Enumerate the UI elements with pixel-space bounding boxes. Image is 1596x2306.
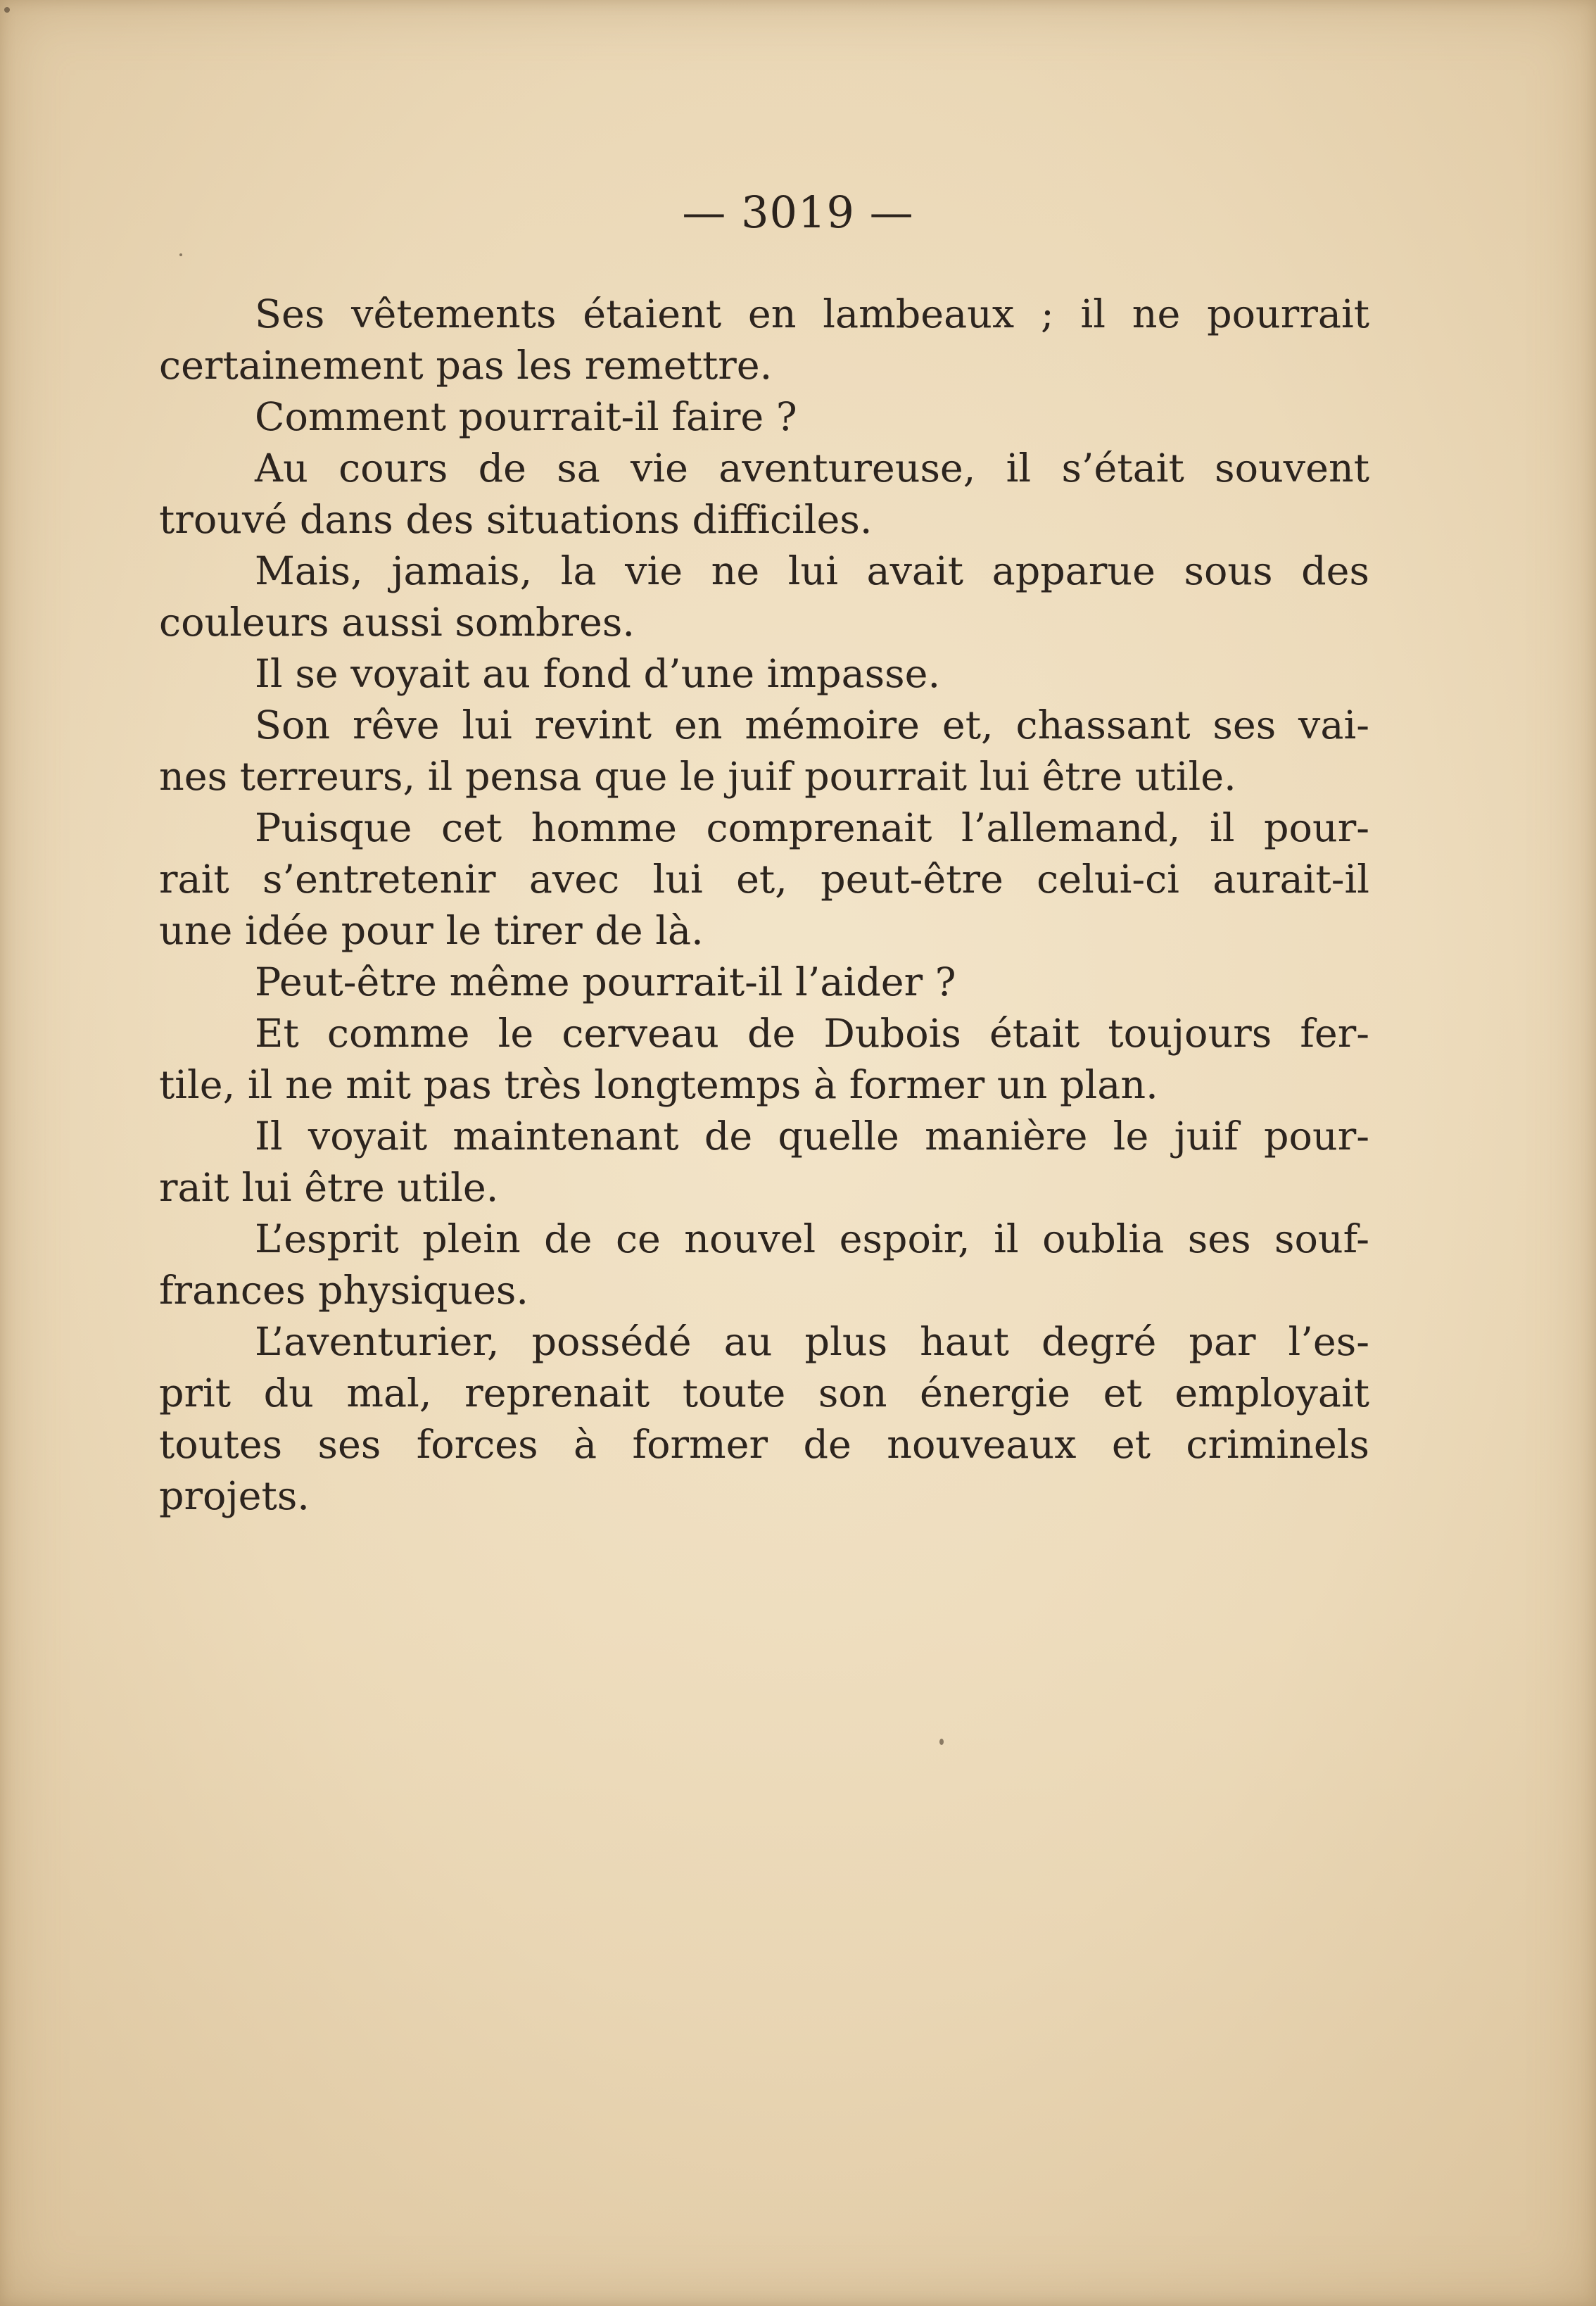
body-text	[159, 289, 1369, 1522]
text-line: prit du mal, reprenait toute son énergie et employait	[159, 1371, 1369, 1416]
text-line: frances physiques.	[159, 1268, 529, 1313]
text-line: certainement pas les remettre.	[159, 343, 773, 389]
text-line: trouvé dans des situations difficiles.	[159, 497, 873, 543]
text-line: Mais, jamais, la vie ne lui avait apparue sous des	[255, 548, 1369, 594]
paper-speck	[4, 7, 10, 13]
text-line: Et comme le cerveau de Dubois était toujours fer-	[255, 1011, 1369, 1057]
text-line: Il se voyait au fond d’une impasse.	[255, 651, 941, 697]
paper-speck	[939, 1739, 944, 1745]
text-line: toutes ses forces à former de nouveaux et criminels	[159, 1422, 1369, 1468]
text-line: Il voyait maintenant de quelle manière le juif pour-	[255, 1114, 1369, 1159]
text-line: rait s’entretenir avec lui et, peut-être celui-ci aurait-il	[159, 857, 1369, 902]
text-line: Peut-être même pourrait-il l’aider ?	[255, 959, 956, 1005]
text-line: couleurs aussi sombres.	[159, 600, 635, 645]
text-line: Au cours de sa vie aventureuse, il s’était souvent	[255, 446, 1369, 491]
text-line: rait lui être utile.	[159, 1165, 499, 1211]
text-line: Son rêve lui revint en mémoire et, chassant ses vai-	[255, 702, 1369, 748]
text-line: projets.	[159, 1473, 310, 1519]
text-line: L’esprit plein de ce nouvel espoir, il oublia ses souf-	[255, 1216, 1369, 1262]
page-number: — 3019 —	[682, 187, 914, 238]
text-line: tile, il ne mit pas très longtemps à former un plan.	[159, 1062, 1158, 1108]
text-line: une idée pour le tirer de là.	[159, 908, 704, 954]
text-line: Ses vêtements étaient en lambeaux ; il ne pourrait	[255, 291, 1369, 337]
paper-speck	[179, 253, 182, 256]
text-line: nes terreurs, il pensa que le juif pourrait lui être utile.	[159, 754, 1236, 800]
text-line: Comment pourrait-il faire ?	[255, 394, 797, 440]
text-line: L’aventurier, possédé au plus haut degré par l’es-	[255, 1319, 1369, 1365]
text-line: Puisque cet homme comprenait l’allemand, il pour-	[255, 805, 1369, 851]
